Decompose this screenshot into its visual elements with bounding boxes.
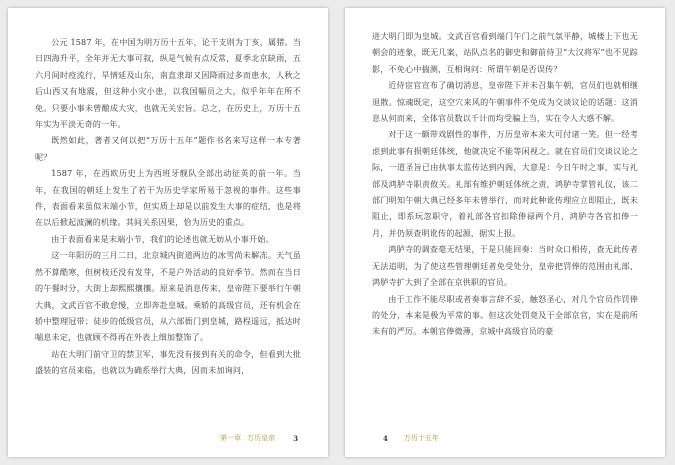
paragraph: 由于工作不能尽职或者奏事言辞不妥，触怒圣心，对几个官员作罚俸的处分，本来是极为平常的事。但这次处罚竟及于全部京官，实在是前所未有的严厉。本朝官俸微薄，京城中高级官员的豪 (372, 293, 638, 337)
paragraph: 这一年阳历的三月二日，北京城内街道两边的冰雪尚未解冻。天气虽然不算酷寒，但树枝还没有发芽，不是户外活动的良好季节。然而在当日的午餐时分，大街上却熙熙攘攘。原来是消息传来，皇帝陛下要举行午朝大典，文武百官不敢怠慢，立即奔赴皇城。乘轿的高级官员，还有机会在轿中整理冠带；徒步的低级官员，从六部衙门到皇城，路程遥远，抵达时喘息未定，也就顾不得再在外表上细加整饰了。 (35, 250, 301, 343)
right-page (345, 8, 665, 457)
page-number: 4 (383, 433, 388, 443)
right-page-body (372, 28, 638, 340)
chapter-label: 第一章 (220, 434, 242, 442)
paragraph: 公元 1587 年，在中国为明万历十五年，论干支则为丁亥，属猪。当日四海升平，全年并无大事可叙，纵是气候有点反常，夏季北京缺雨，五六月间时疫流行，旱情延及山东，南直隶却又因降雨过多而患水，人秋之后山西又有地震，但这种小灾小患，以我国幅员之大，似乎年年在所不免。只要小事未曾酿成大灾，也就无关宏旨。总之，在历史上，万历十五年实为平淡无奇的一年。 (35, 37, 301, 130)
left-page-body (35, 34, 301, 379)
paragraph: 鸿胪寺的调查毫无结果，于是只能回奏：当时众口相传，查无此传者无法追明，为了使这些管理朝廷者免受处分，皇帝把罚俸的范围由礼部、鸿胪寺扩大到了全部在京供职的官员。 (372, 244, 638, 288)
right-page-footer (383, 433, 439, 443)
paragraph: 对于这一颇带戏剧性的事件，万历皇帝本来大可付诸一笑。但一经考虑到此事有损朝廷体统，他就决定不能等闲视之。就在官员们交谈议论之际，一道圣旨已由执事太监传达到内阁，大意是：今日午时之事，实与礼部及鸿胪寺职责攸关。礼部有维护朝廷体统之责，鸿胪寺掌管礼仪，该二部门明知午朝大典已经多年未曾举行，而对此种讹传理应立即阻止，既未阻止，即系玩忽职守，着礼部各官扣除俸禄两个月，鸿胪寺各官扣俸一月，并仍须查明讹传的起源，据实上报。 (372, 129, 638, 238)
book-title: 万历十五年 (403, 434, 439, 442)
chapter-title: 万历皇帝 (247, 434, 276, 442)
paragraph: 站在大明门前守卫的禁卫军，事先没有接到有关的命令，但看到大批盛装的官员来临，也就以为确系举行大典，因而未加询问， (35, 348, 301, 376)
page-number: 3 (293, 433, 298, 443)
paragraph: 1587 年，在西欧历史上为西班牙舰队全部出动征英的前一年。当年，在我国的朝廷上发生了若干为历史学家所易于忽视的事件。这些事件，表面看来虽似末端小节，但实质上却是以前发生大事的症结，也是将在以后掀起波澜的机缘。其间关系因果，恰为历史的重点。 (35, 168, 301, 228)
paragraph: 由于表面看来是末端小节，我们的论述也就无妨从小事开始。 (51, 233, 274, 244)
left-page (8, 8, 328, 457)
paragraph: 进大明门即为皇城。文武百官看到端门午门之前气氛平静，城楼上下也无朝会的迹象，既无几案，站队点名的御史和御前侍卫“大汉将军”也不见踪影，不免心中揣测，互相询问：所谓午朝是否误传？ (372, 31, 638, 74)
left-page-footer (220, 433, 298, 443)
paragraph: 近侍宦官宣布了确切消息，皇帝陛下并未召集午朝，官员们也就相继退散。惊魂既定，这空穴来风的午朝事件不免成为交谈议论的话题：这消息从何而来，全体官员数以千计而均受骗上当，实在令人大惑不解。 (372, 80, 638, 124)
paragraph: 既然如此，著者又何以把“万历十五年”题作书名来写这样一本专著呢？ (35, 135, 301, 162)
